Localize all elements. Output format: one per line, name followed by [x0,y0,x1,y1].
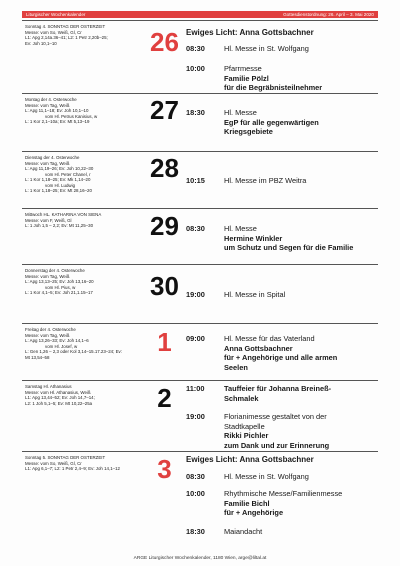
service-line: Hl. Messe [224,224,257,233]
liturgy-info [25,327,147,360]
day-number: 1 [157,327,172,357]
liturgy-line: Montag der 4. Osterwoche [25,97,77,102]
liturgy-info [25,212,147,229]
intention-line: für + Angehörige und alle armen [224,353,338,362]
liturgy-line: vom Hl. Ludwig [45,182,76,188]
day-block [22,264,378,324]
liturgy-line: L1: Apg 6,1–7; L2: 1 Petr 2,4–9; Ev: Joh 14,1–12 [25,466,120,471]
service-description [224,412,378,450]
service-line: Rhythmische Messe/Familienmesse [224,489,343,498]
service-description [224,64,378,93]
day-block [22,380,378,452]
liturgy-line: L1: Apg 13,44–52; Ev: Joh 14,7–14; [25,395,95,400]
liturgy-line: L: 1 Joh 1,5 – 2,2; Ev: Mt 11,25–30 [25,223,94,228]
service-line: Pfarrmesse [224,64,262,73]
service-time: 09:00 [186,334,205,343]
intention-line: Familie Bichl [224,498,270,508]
liturgy-line: L: 1 Kor 2,1–10a; Ev: Mt 5,13–19 [25,119,90,124]
liturgy-line: L1: Apg 2,14a.36–41; L2: 1 Petr 2,20b–25; [25,35,108,40]
intention-line: Anna Gottsbachner [224,343,293,353]
service-time: 08:30 [186,44,205,53]
liturgy-line: L: Apg 13,13–25; Ev: Joh 13,16–20 [25,279,94,284]
liturgy-line: L: Gen 1,26 – 2,3 oder Kol 3,14–15.17.23–24; Ev: [25,349,122,354]
service-description [224,290,378,300]
liturgy-line: L: 1 Kor 1,18–25; Ev: Mk 1,14–20 [25,177,91,182]
intention-line: zum Dank und zur Erinnerung [224,440,330,450]
day-block [22,451,378,557]
liturgy-info [25,24,147,46]
service-description [224,489,378,518]
service-time: 19:00 [186,290,205,299]
service-description [224,384,378,403]
service-description [224,334,378,372]
header-right: Gottesdienstordnung: 26. April – 3. Mai 2020 [283,12,374,17]
service-line: Stadtkapelle [224,421,265,431]
service-line: Hl. Messe in St. Wolfgang [224,44,309,53]
liturgy-line: Freitag der 4. Osterwoche [25,327,76,332]
service-time: 10:00 [186,64,205,73]
service-line: Maiandacht [224,527,263,536]
intention-line: Familie Pölzl [224,73,269,83]
day-block [22,20,378,94]
liturgy-line: L: Apg 13,26–33; Ev: Joh 14,1–6 [25,338,89,343]
service-line: Hl. Messe in St. Wolfgang [224,472,309,481]
service-time: 11:00 [186,384,205,393]
intention-line: für die Begräbnisteilnehmer [224,83,323,92]
liturgy-line: Donnerstag der 4. Osterwoche [25,268,85,273]
day-number: 2 [157,383,172,413]
eternal-light-banner: Ewiges Licht: Anna Gottsbachner [186,455,314,464]
service-time: 18:30 [186,108,205,117]
day-number: 28 [150,153,179,183]
liturgy-line: vom Hl. Peter Chanel, r [45,171,91,177]
liturgy-line: vom Hl. Josef, w [45,343,78,349]
liturgy-line: L: Apg 11,1–18; Ev: Joh 10,1–10 [25,108,89,113]
service-time: 10:00 [186,489,205,498]
liturgy-line: Sonntag 5. SONNTAG DER OSTERZEIT [25,455,106,460]
calendar-header [22,11,378,18]
service-time: 08:30 [186,224,205,233]
intention-line: für + Angehörige [224,508,284,517]
service-time: 10:15 [186,176,205,185]
liturgy-line: Messe: vom Tag, Weiß [25,332,70,338]
header-left: Liturgischer Wochenkalender [26,12,86,17]
liturgy-line: Messe: vom So, Weiß, Gl, Cr [25,29,82,35]
liturgy-line: Messe: vom So, Weiß, Gl, Cr [25,460,82,466]
day-block [22,151,378,209]
liturgy-info [25,384,147,406]
day-block [22,208,378,265]
liturgy-line: Mittwoch HL. KATHARINA VON SIENA [25,212,102,217]
liturgy-info [25,97,147,125]
service-line: Hl. Messe im PBZ Weitra [224,176,307,185]
liturgy-line: Samstag Hl. Athanasius [25,384,72,389]
liturgy-line: vom Hl. Pius, w [45,284,76,290]
intention-line: EgP für alle gegenwärtigen [224,117,319,127]
day-number: 29 [150,211,179,241]
liturgy-line: L2: 1 Joh 5,1–5; Ev: Mt 10,22–25a [25,400,93,406]
day-number: 26 [150,27,179,57]
service-time: 19:00 [186,412,205,421]
day-block [22,323,378,381]
liturgy-line: Messe: vom F, Weiß, Gl [25,217,72,223]
liturgy-line: Sonntag 4. SONNTAG DER OSTERZEIT [25,24,106,29]
liturgy-info [25,455,147,472]
service-line: Hl. Messe in Spital [224,290,286,299]
service-line: Hl. Messe für das Vaterland [224,334,315,343]
liturgy-info [25,268,147,296]
service-description [224,176,378,186]
intention-line: Schmalek [224,393,259,403]
day-number: 3 [157,454,172,484]
eternal-light-banner: Ewiges Licht: Anna Gottsbachner [186,28,314,37]
intention-line: Hermine Winkler [224,233,283,243]
liturgy-line: Messe: vom Tag, Weiß [25,102,70,108]
intention-line: Tauffeier für Johanna Breineß- [224,384,332,393]
day-number: 27 [150,95,179,125]
liturgy-line: Ev: Joh 10,1–10 [25,40,57,46]
liturgy-line: Dienstag der 4. Osterwoche [25,155,80,160]
liturgy-line: L: Apg 11,19–26; Ev: Joh 10,22–30 [25,166,94,171]
day-block [22,93,378,152]
service-description [224,44,378,54]
liturgy-line: Messe: vom Hl. Athanasius, Weiß [25,389,91,395]
day-number: 30 [150,271,179,301]
intention-line: Seelen [224,362,248,372]
service-description [224,472,378,482]
service-description [224,527,378,537]
intention-line: um Schutz und Segen für die Familie [224,243,354,252]
footer: ARGE Liturgischer Wochenkalender, 1180 Wien, arge@liltal.at [133,556,267,561]
liturgy-line: Messe: vom Tag, Weiß [25,273,70,279]
service-time: 08:30 [186,472,205,481]
liturgy-line: vom Hl. Petrus Kanisius, w [45,113,98,119]
intention-line: Rikki Pichler [224,431,269,440]
service-line: Hl. Messe [224,108,257,117]
liturgy-line: L: 1 Kor 1,18–25; Ev: Mt 28,16–20 [25,188,92,193]
service-line: Florianimesse gestaltet von der [224,412,327,421]
liturgy-line: L: 1 Kor 4,1–5; Ev: Joh 21,1.15–17 [25,290,93,295]
liturgy-line: Mt 13,54–58 [25,354,50,360]
service-description [224,108,378,137]
service-description [224,224,378,253]
intention-line: Kriegsgebiete [224,127,273,136]
liturgy-info [25,155,147,194]
service-time: 18:30 [186,527,205,536]
liturgy-line: Messe: vom Tag, Weiß [25,160,70,166]
